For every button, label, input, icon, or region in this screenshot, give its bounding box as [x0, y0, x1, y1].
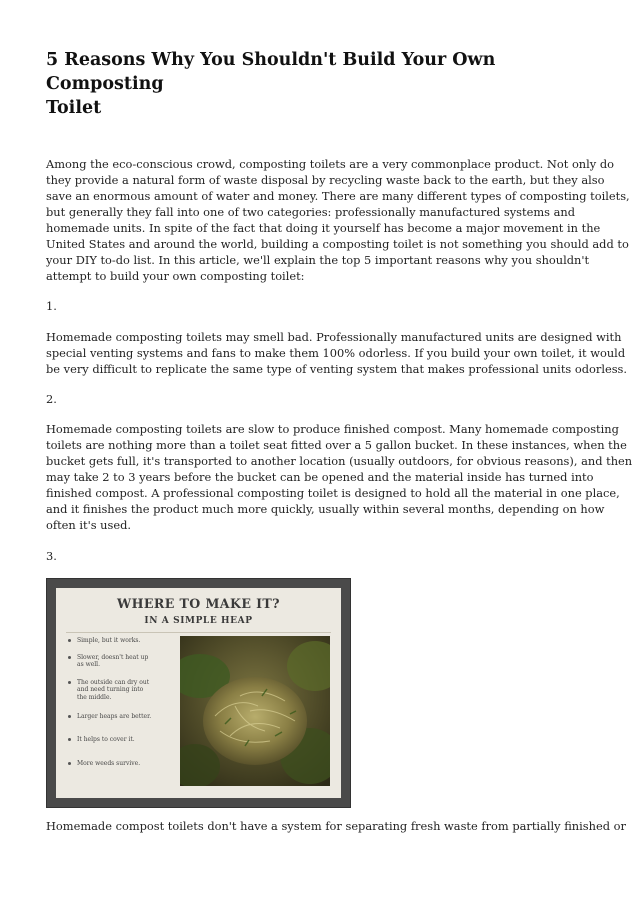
- slide-title: WHERE TO MAKE IT?: [117, 596, 280, 611]
- bullet-line: The outside can dry out: [77, 679, 150, 686]
- text-line: often it's used.: [46, 518, 132, 533]
- text-line: and it finishes the product much more quickly, usually within several months, depending on how: [46, 502, 605, 517]
- text-line: Homemade compost toilets don't have a system for separating fresh waste from partially finished or: [46, 819, 626, 833]
- intro-paragraph: [46, 156, 630, 284]
- bullet-dot-icon: [68, 762, 71, 765]
- text-line: Among the eco-conscious crowd, composting toilets are a very commonplace product. Not only do: [46, 157, 614, 171]
- reason-number-1: 1.: [46, 299, 57, 313]
- text-line: they provide a natural form of waste disposal by recycling waste back to the earth, but they also: [46, 173, 605, 188]
- slide-bullet: [68, 713, 180, 720]
- text-line: attempt to build your own composting toilet:: [46, 269, 305, 284]
- bullet-line: More weeds survive.: [77, 760, 141, 767]
- title-line: Toilet: [46, 98, 102, 118]
- slide-bullet: [68, 760, 180, 767]
- text-line: Homemade composting toilets may smell bad. Professionally manufactured units are designed with: [46, 330, 622, 344]
- text-line: homemade units. In spite of the fact that doing it yourself has become a major movement in the: [46, 221, 601, 236]
- slide-divider: [66, 632, 331, 633]
- text-line: toilets are nothing more than a toilet seat fitted over a 5 gallon bucket. In these instances, when the: [46, 438, 627, 453]
- compost-heap-photo: [180, 636, 330, 786]
- text-line: save an enormous amount of water and money. There are many different types of composting toilets,: [46, 189, 630, 204]
- text-line: may take 2 to 3 years before the bucket can be opened and the material inside has turned into: [46, 470, 594, 485]
- reason-number-2: 2.: [46, 392, 57, 406]
- reason-number-3: 3.: [46, 549, 57, 563]
- text-line: special venting systems and fans to make them 100% odorless. If you build your own toilet, it would: [46, 346, 626, 361]
- text-line: bucket gets full, it's transported to another location (usually outdoors, for obvious reasons), and then: [46, 454, 633, 469]
- slide-subtitle: IN A SIMPLE HEAP: [144, 616, 253, 626]
- bullet-line: It helps to cover it.: [77, 736, 135, 743]
- article-title: [46, 48, 591, 120]
- bullet-line: and need turning into: [77, 686, 144, 694]
- bullet-dot-icon: [68, 738, 71, 741]
- bullet-line: Slower, doesn't heat up: [77, 654, 149, 661]
- slide-bullet: [68, 654, 180, 669]
- slide-image: [46, 578, 351, 808]
- reason-3-paragraph: [46, 818, 626, 834]
- bullet-dot-icon: [68, 681, 71, 684]
- slide-bullet: [68, 679, 180, 701]
- text-line: your DIY to-do list. In this article, we'll explain the top 5 important reasons why you shouldn't: [46, 253, 590, 268]
- bullet-dot-icon: [68, 639, 71, 642]
- bullet-line: Simple, but it works.: [77, 637, 141, 644]
- text-line: but generally they fall into one of two categories: professionally manufactured systems and: [46, 205, 576, 220]
- slide-content: [56, 588, 341, 798]
- reason-1-paragraph: [46, 329, 627, 377]
- bullet-line: the middle.: [77, 693, 112, 701]
- text-line: Homemade composting toilets are slow to produce finished compost. Many homemade composting: [46, 422, 619, 436]
- text-line: finished compost. A professional composting toilet is designed to hold all the material in one place,: [46, 486, 620, 501]
- title-line: 5 Reasons Why You Shouldn't Build Your Own Composting: [46, 50, 496, 94]
- slide-bullet: [68, 637, 180, 644]
- text-line: United States and around the world, building a composting toilet is not something you should add to: [46, 237, 629, 252]
- bullet-line: Larger heaps are better.: [77, 713, 152, 720]
- bullet-dot-icon: [68, 656, 71, 659]
- bullet-dot-icon: [68, 715, 71, 718]
- reason-2-paragraph: [46, 421, 632, 533]
- compost-heap-illustration: [180, 636, 330, 786]
- text-line: be very difficult to replicate the same type of venting system that makes professional units odorless.: [46, 362, 628, 377]
- bullet-line: as well.: [77, 661, 100, 669]
- slide-bullet: [68, 736, 180, 743]
